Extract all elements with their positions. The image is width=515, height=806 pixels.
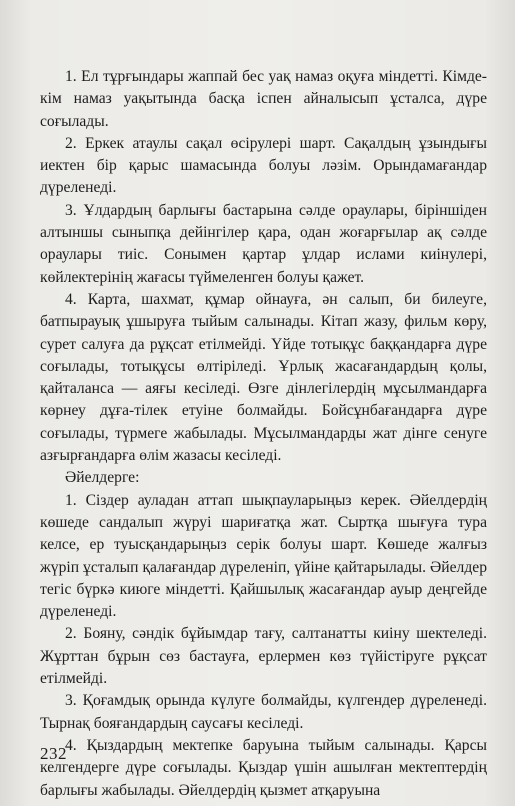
paragraph: 1. Сіздер ауладан аттап шықпауларыңыз керек. Әйелдердің көшеде сандалып жүруі шариғатқа жат. Сыртқа шығуға тура келсе, ер туысқандарыңыз серік болуы шарт. Көшеде жалғыз жүріп ұсталып қалағандар дүреленіп, үйіне қайтарылады. Әйелдер тегіс бүркə киюге міндетті. Қайшылық жасағандар ауыр деңгейде дүреленеді.	[40, 491, 487, 621]
paragraph: 4. Карта, шахмат, құмар ойнауға, ән салып, би билеуге, батпырауық ұшыруға тыйым салынады. Кітап жазу, фильм көру, сурет салуға да рұқсат етілмейді. Үйде тотықұс баққандарға дүре соғылады, тотықұсы өлтіріледі. Ұрлық жасағандардың қолы, қайталанса — аяғы кесіледі. Өзге дінлегілердің мұсылмандарға көрнеу дұға-тілек етуіне болмайды. Бойсұнбағандарға дүре соғылады, түрмеге жабылады. Мұсылмандарды жат дінге сенуге азғырғандарға өлім жазасы кесіледі.	[40, 290, 487, 465]
paragraph: 2. Еркек атаулы сақал өсірулері шарт. Сақалдың ұзындығы иектен бір қарыс шамасында болуы ләзім. Орындамағандар дүреленеді.	[40, 134, 487, 197]
paragraph: 3. Ұлдардың барлығы бастарына сәлде ораулары, біріншіден алтыншы сыныпқа дейінгілер қара, одан жоғарғылар ақ сәлде ораулары тиіс. Сонымен қартар ұлдар ислами киінулері, көйлектерінің жағасы түймеленген болуы қажет.	[40, 201, 487, 286]
paragraph: 1. Ел тұрғындары жаппай бес уақ намаз оқуға міндетті. Кімде-кім намаз уақытында басқа іспен айналысып ұсталса, дүре соғылады.	[40, 68, 487, 130]
paragraph: 3. Қоғамдық орында күлуге болмайды, күлгендер дүреленеді. Тырнақ бояғандардың саусағы кесіледі.	[40, 692, 487, 732]
paragraph: 2. Бояну, сәндік бұйымдар тағу, салтанатты киіну шектеледі. Жұрттан бұрын сөз бастауға, ерлермен көз түйістіруге рұқсат етілмейді.	[40, 625, 487, 688]
section-heading: Әйелдерге:	[65, 469, 140, 487]
body-text	[40, 66, 487, 802]
paragraph: 4. Қыздардың мектепке баруына тыйым салынады. Қарсы келгендерге дүре соғылады. Қыздар үшін ашылған мектептердің барлығы жабылады. Әйелдердің қызмет атқаруына	[40, 736, 487, 799]
page-number: 232	[40, 744, 67, 763]
